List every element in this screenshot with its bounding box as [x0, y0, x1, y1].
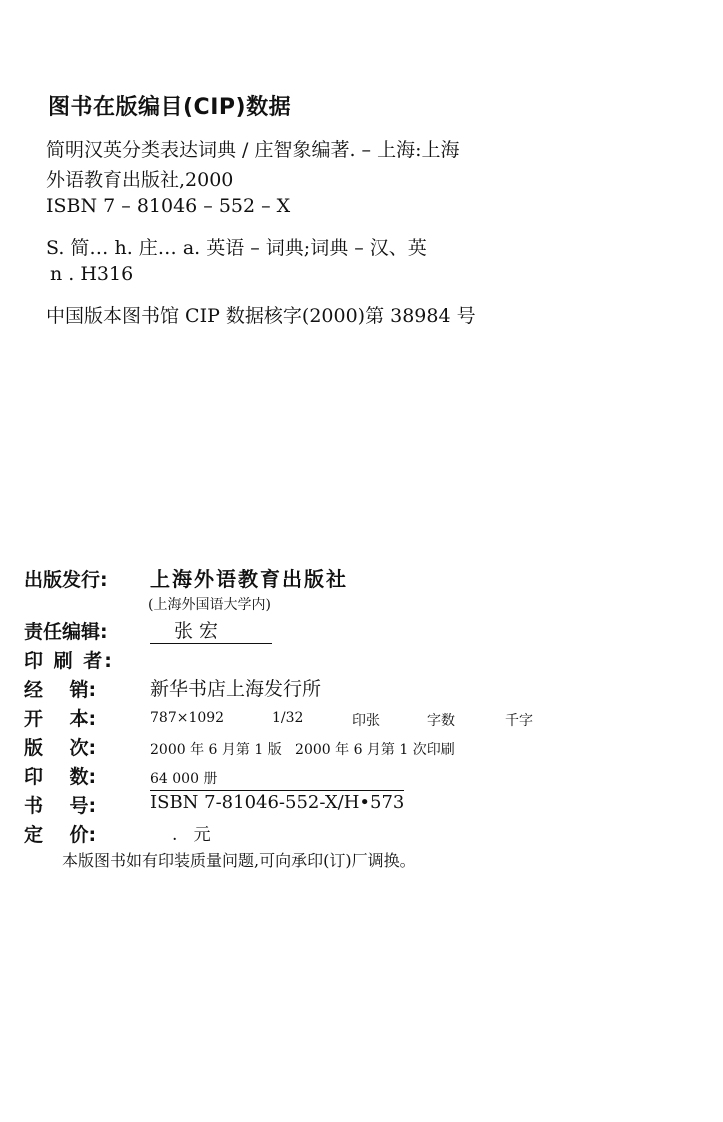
publisher-subtitle: (上海外国语大学内) — [148, 597, 271, 613]
publisher-row — [24, 565, 108, 592]
editor-label: 责任编辑 — [24, 621, 101, 643]
isbn-label: 书 号 — [24, 795, 89, 817]
cip-isbn-line: ISBN 7 – 81046 – 552 – X — [46, 195, 291, 217]
editor-value: 张 宏 — [150, 616, 272, 644]
distributor-value: 新华书店上海发行所 — [150, 678, 322, 700]
distributor-label: 经 销 — [24, 679, 89, 701]
print-count-value: 64 000 册 — [150, 771, 218, 787]
print-count-label: 印 数 — [24, 766, 89, 788]
print-count-colon: : — [88, 766, 97, 788]
format-row — [24, 704, 96, 731]
cip-title: 图书在版编目(CIP)数据 — [48, 95, 292, 120]
format-fold: 1/32 — [272, 710, 304, 726]
editor-row — [24, 617, 108, 644]
isbn-value: ISBN 7-81046-552-X/H•573 — [150, 792, 405, 813]
price-row — [24, 820, 96, 847]
publisher-label: 出版发行 — [24, 569, 101, 591]
distributor-colon: : — [88, 679, 97, 701]
publisher-value: 上海外语教育出版社 — [150, 567, 348, 591]
price-label: 定 价 — [24, 824, 89, 846]
edition-colon: : — [88, 737, 97, 759]
quality-notice: 本版图书如有印装质量问题,可向承印(订)厂调换。 — [62, 851, 416, 870]
cip-subject-line: S. 简… h. 庄… a. 英语 – 词典;词典 – 汉、英 — [46, 237, 427, 259]
printer-label: 印 刷 者 — [24, 650, 105, 672]
price-colon: : — [88, 824, 97, 846]
print-count-row — [24, 762, 96, 789]
cip-record-number-line: 中国版本图书馆 CIP 数据核字(2000)第 38984 号 — [46, 305, 476, 327]
editor-colon: : — [100, 621, 108, 643]
cip-book-title-line: 简明汉英分类表达词典 / 庄智象编著. – 上海:上海 — [46, 139, 460, 161]
isbn-row — [24, 791, 96, 818]
printer-row — [24, 646, 114, 673]
cip-classification-line: n . H316 — [50, 263, 134, 285]
format-sheets: 印张 — [352, 713, 380, 729]
format-colon: : — [88, 708, 97, 730]
format-kwords: 千字 — [505, 713, 533, 729]
distributor-row — [24, 675, 96, 702]
isbn-colon: : — [88, 795, 97, 817]
price-value: . 元 — [172, 825, 211, 845]
edition-value: 2000 年 6 月第 1 版 2000 年 6 月第 1 次印刷 — [150, 742, 455, 758]
format-label: 开 本 — [24, 708, 89, 730]
cip-publisher-line: 外语教育出版社,2000 — [46, 169, 234, 191]
printer-colon: : — [104, 650, 114, 672]
edition-row — [24, 733, 96, 760]
format-size: 787×1092 — [150, 710, 225, 726]
publisher-colon: : — [100, 569, 108, 591]
edition-label: 版 次 — [24, 737, 89, 759]
format-words: 字数 — [427, 713, 455, 729]
